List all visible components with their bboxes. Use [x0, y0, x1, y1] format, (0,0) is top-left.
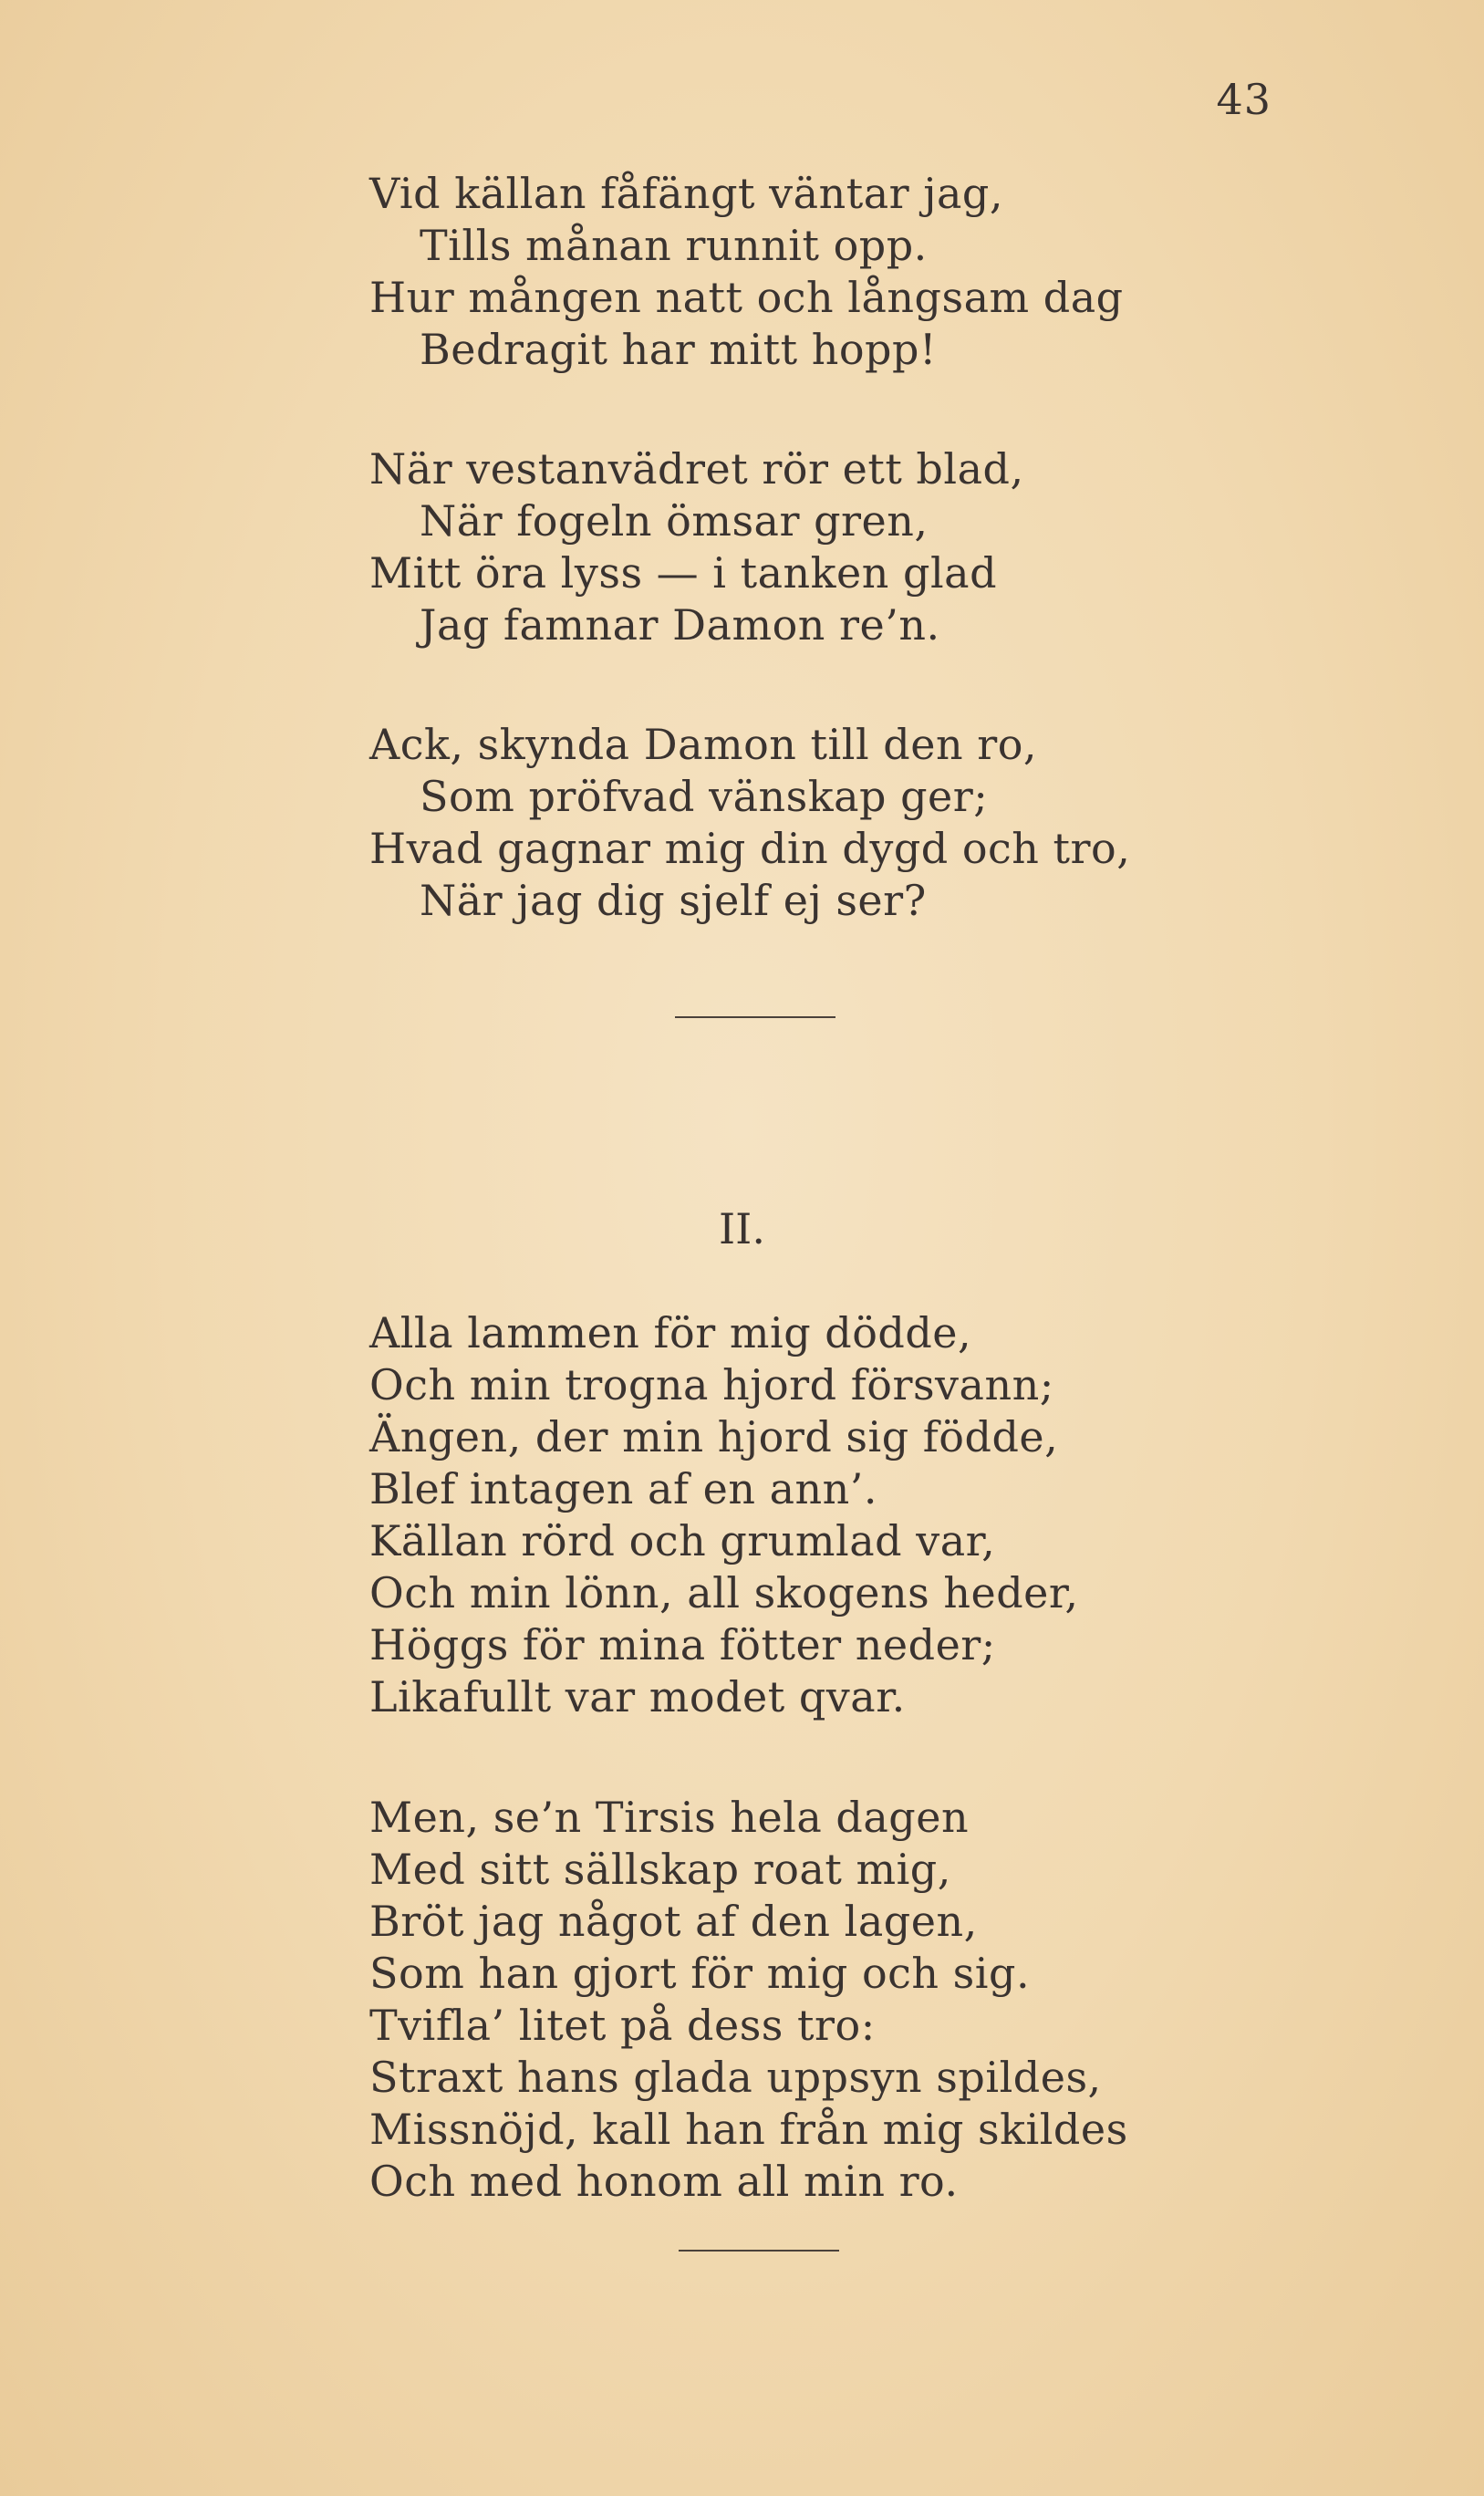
verse-line: Och min lönn, all skogens heder, [369, 1568, 1079, 1617]
verse-line: Höggs för mina fötter neder; [369, 1620, 996, 1669]
verse-line: Och med honom all min ro. [369, 2157, 959, 2206]
verse-line: Ängen, der min hjord sig födde, [369, 1412, 1059, 1461]
section-divider [675, 1016, 835, 1018]
verse-line: När vestanvädret rör ett blad, [369, 444, 1024, 494]
stanza-1 [369, 168, 1124, 376]
verse-line: Som han gjort för mig och sig. [369, 1949, 1031, 1998]
page-number: 43 [1216, 75, 1271, 124]
verse-line: Tvifla’ litet på dess tro: [369, 2001, 876, 2050]
verse-line: Källan rörd och grumlad var, [369, 1516, 996, 1565]
verse-line: Bedragit har mitt hopp! [420, 325, 937, 374]
verse-line: Och min trogna hjord försvann; [369, 1360, 1054, 1409]
verse-line: Tills månan runnit opp. [420, 221, 928, 270]
verse-line: Hur mången natt och långsam dag [369, 273, 1124, 322]
verse-line: Men, se’n Tirsis hela dagen [369, 1793, 970, 1842]
verse-line: När jag dig sjelf ej ser? [420, 876, 927, 925]
verse-line: Alla lammen för mig dödde, [369, 1308, 972, 1357]
verse-line: Som pröfvad vänskap ger; [420, 772, 989, 821]
stanza-2 [369, 443, 1024, 651]
verse-line: Straxt hans glada uppsyn spildes, [369, 2053, 1102, 2102]
verse-line: Ack, skynda Damon till den ro, [369, 720, 1038, 769]
verse-line: Bröt jag något af den lagen, [369, 1897, 978, 1946]
verse-line: När fogeln ömsar gren, [420, 496, 929, 546]
verse-line: Vid källan fåfängt väntar jag, [369, 169, 1003, 218]
verse-line: Hvad gagnar mig din dygd och tro, [369, 824, 1131, 873]
verse-line: Mitt öra lyss — i tanken glad [369, 548, 998, 598]
section-heading: II. [719, 1204, 765, 1253]
section-divider [679, 2250, 839, 2252]
verse-line: Jag famnar Damon re’n. [420, 600, 940, 650]
verse-line: Missnöjd, kall han från mig skildes [369, 2105, 1128, 2154]
stanza-5 [369, 1792, 1128, 2208]
stanza-3 [369, 719, 1130, 927]
verse-line: Likafullt var modet qvar. [369, 1672, 906, 1721]
verse-line: Med sitt sällskap roat mig, [369, 1845, 951, 1894]
verse-line: Blef intagen af en ann’. [369, 1464, 878, 1513]
stanza-4 [369, 1307, 1078, 1723]
